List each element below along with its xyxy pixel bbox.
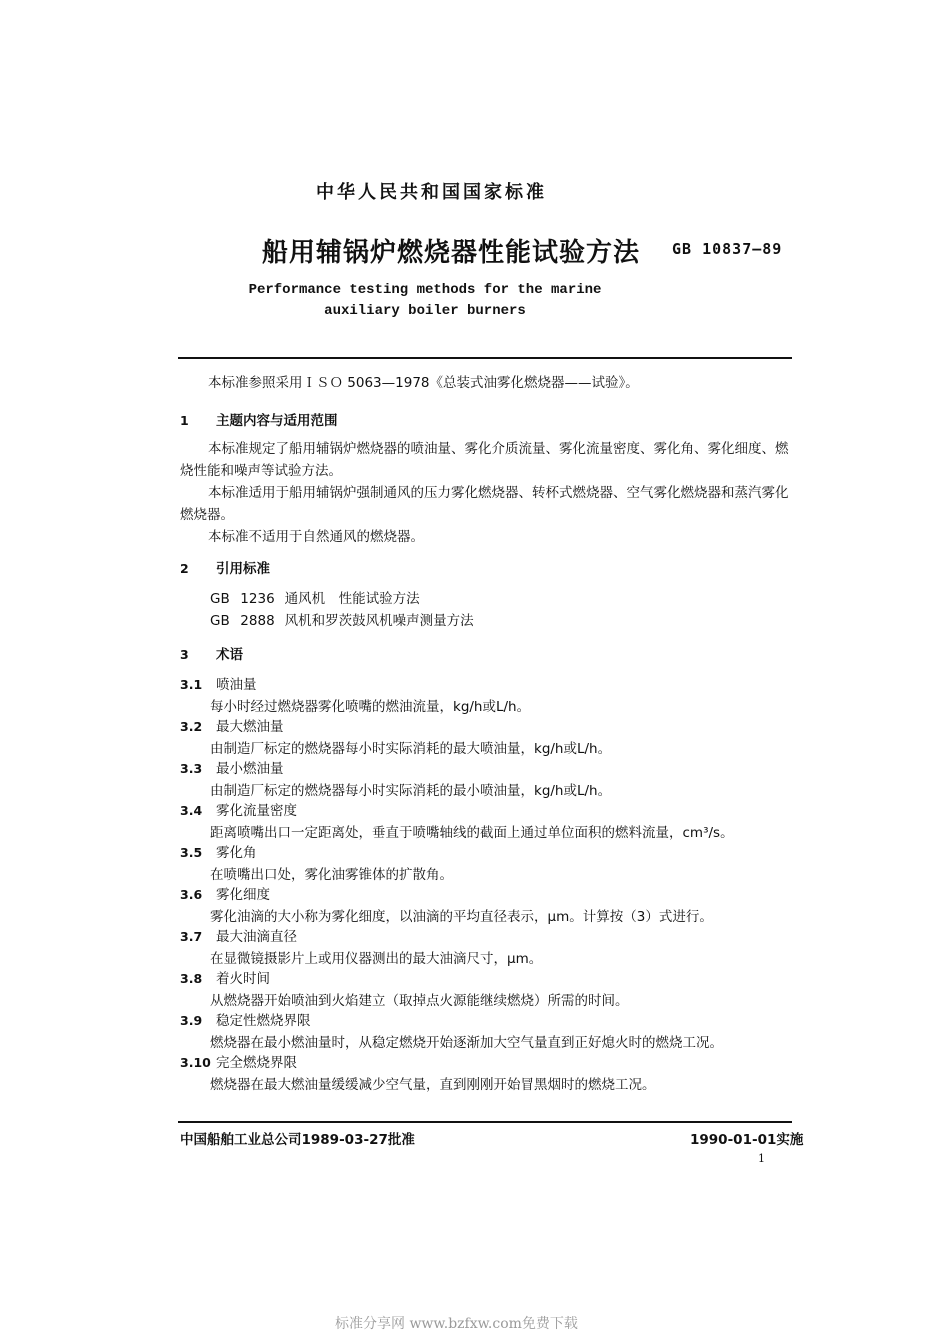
term-3-9 [180, 1010, 790, 1054]
term-name: 雾化角 [216, 845, 257, 861]
ref-number: 1236 [240, 591, 275, 607]
term-definition: 从燃烧器开始喷油到火焰建立（取掉点火源能继续燃烧）所需的时间。 [210, 993, 629, 1009]
term-3-1 [180, 674, 790, 718]
section-number: 1 [180, 413, 189, 428]
effective-date: 1990-01-01实施 [690, 1132, 804, 1148]
section-2-heading [180, 558, 790, 580]
term-definition: 每小时经过燃烧器雾化喷嘴的燃油流量，kg/h或L/h。 [210, 699, 531, 715]
term-3-5 [180, 842, 790, 886]
ref-title: 风机和罗茨鼓风机噪声测量方法 [284, 613, 474, 629]
term-number: 3.7 [180, 929, 203, 944]
term-name: 雾化细度 [216, 887, 270, 903]
approval-note: 中国船舶工业总公司1989-03-27批准 [180, 1132, 415, 1148]
watermark-text: 标准分享网 www.bzfxw.com免费下载 [335, 1316, 578, 1332]
term-name: 最大燃油量 [216, 719, 284, 735]
term-definition: 距离喷嘴出口一定距离处，垂直于喷嘴轴线的截面上通过单位面积的燃料流量，cm³/s。 [210, 825, 734, 841]
title-chinese: 船用辅锅炉燃烧器性能试验方法 [262, 238, 641, 268]
term-number: 3.5 [180, 845, 203, 860]
reference-item [210, 610, 790, 632]
reference-item [210, 588, 790, 610]
term-name: 最小燃油量 [216, 761, 284, 777]
term-3-10 [180, 1052, 790, 1096]
standard-code: GB 10837—89 [672, 240, 783, 258]
term-name: 稳定性燃烧界限 [216, 1013, 311, 1029]
term-definition: 在喷嘴出口处，雾化油雾锥体的扩散角。 [210, 867, 453, 883]
page-number: 1 [758, 1152, 765, 1165]
term-definition: 由制造厂标定的燃烧器每小时实际消耗的最小喷油量，kg/h或L/h。 [210, 783, 612, 799]
term-number: 3.1 [180, 677, 203, 692]
term-name: 雾化流量密度 [216, 803, 297, 819]
section-title: 引用标准 [216, 561, 270, 577]
ref-code: GB [210, 591, 230, 607]
ref-code: GB [210, 613, 230, 629]
term-3-2 [180, 716, 790, 760]
term-3-6 [180, 884, 790, 928]
term-3-8 [180, 968, 790, 1012]
ref-number: 2888 [240, 613, 275, 629]
term-3-3 [180, 758, 790, 802]
ref-title: 通风机 性能试验方法 [284, 591, 420, 607]
term-name: 喷油量 [216, 677, 257, 693]
term-name: 着火时间 [216, 971, 270, 987]
section-1-para-1: 本标准规定了船用辅锅炉燃烧器的喷油量、雾化介质流量、雾化流量密度、雾化角、雾化细度、燃烧性能和噪声等试验方法。 [180, 441, 789, 479]
term-number: 3.2 [180, 719, 203, 734]
term-definition: 在显微镜摄影片上或用仪器测出的最大油滴尺寸，μm。 [210, 951, 543, 967]
issuing-org: 中华人民共和国国家标准 [316, 182, 547, 203]
term-name: 最大油滴直径 [216, 929, 297, 945]
term-number: 3.4 [180, 803, 203, 818]
section-1-para-3: 本标准不适用于自然通风的燃烧器。 [208, 529, 424, 545]
title-english-line2: auxiliary boiler burners [324, 303, 526, 319]
header-divider [178, 357, 792, 359]
term-number: 3.10 [180, 1055, 211, 1070]
term-3-7 [180, 926, 790, 970]
term-definition: 燃烧器在最大燃油量缓缓减少空气量，直到刚刚开始冒黑烟时的燃烧工况。 [210, 1077, 656, 1093]
section-1-heading [180, 410, 790, 432]
term-3-4 [180, 800, 790, 844]
term-number: 3.6 [180, 887, 203, 902]
footer-divider [178, 1121, 792, 1123]
title-english-line1: Performance testing methods for the marine [248, 282, 602, 298]
term-definition: 由制造厂标定的燃烧器每小时实际消耗的最大喷油量，kg/h或L/h。 [210, 741, 612, 757]
section-title: 主题内容与适用范围 [216, 413, 338, 429]
term-number: 3.9 [180, 1013, 203, 1028]
section-number: 2 [180, 561, 189, 576]
term-number: 3.3 [180, 761, 203, 776]
section-number: 3 [180, 647, 189, 662]
section-title: 术语 [216, 647, 243, 663]
preface: 本标准参照采用ＩＳＯ 5063—1978《总装式油雾化燃烧器——试验》。 [208, 375, 639, 391]
term-name: 完全燃烧界限 [216, 1055, 297, 1071]
section-3-heading [180, 644, 790, 666]
term-definition: 燃烧器在最小燃油量时，从稳定燃烧开始逐渐加大空气量直到正好熄火时的燃烧工况。 [210, 1035, 723, 1051]
title-english [230, 280, 620, 322]
term-number: 3.8 [180, 971, 203, 986]
section-1-para-2: 本标准适用于船用辅锅炉强制通风的压力雾化燃烧器、转杯式燃烧器、空气雾化燃烧器和蒸汽雾化燃烧器。 [180, 485, 789, 523]
term-definition: 雾化油滴的大小称为雾化细度，以油滴的平均直径表示，μm。计算按（3）式进行。 [210, 909, 713, 925]
